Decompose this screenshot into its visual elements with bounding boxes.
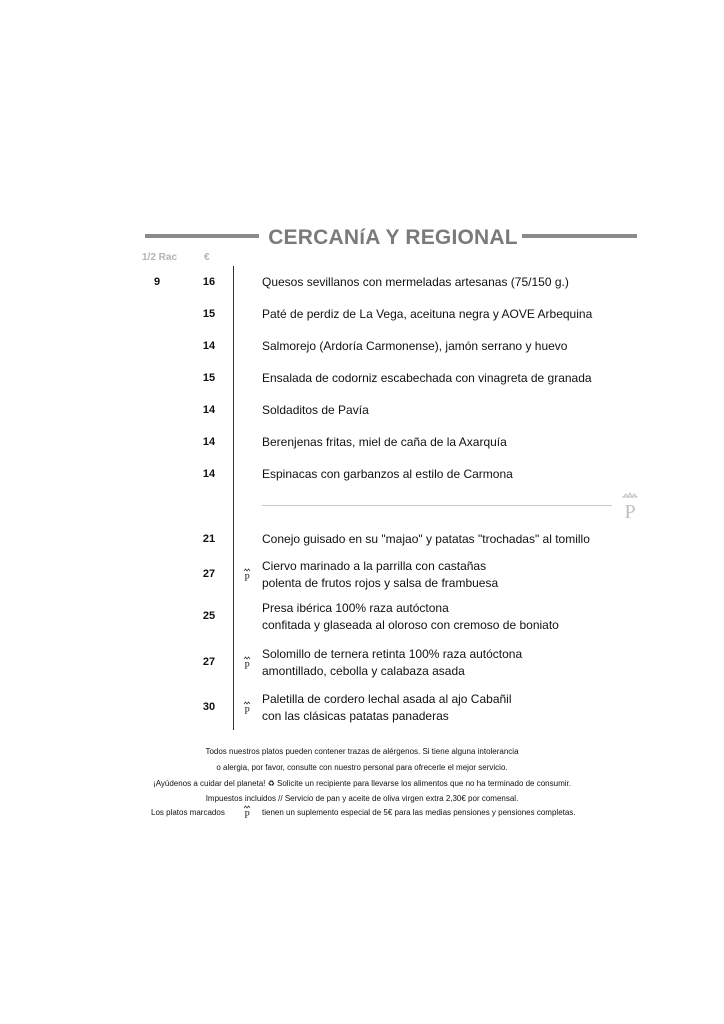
dish-description: Paletilla de cordero lechal asada al ajo Cabañil: [262, 692, 512, 706]
dish-price: 14: [202, 436, 216, 448]
dish-description: polenta de frutos rojos y salsa de frambuesa: [262, 576, 499, 590]
dish-price: 14: [202, 340, 216, 352]
dish-row: [0, 370, 724, 390]
dish-row: [0, 274, 724, 294]
svg-text:P: P: [244, 810, 250, 820]
dish-price: 25: [202, 610, 216, 622]
column-header-price: €: [204, 252, 210, 263]
column-header-half-ration: 1/2 Rac: [142, 252, 178, 263]
dish-description: confitada y glaseada al oloroso con cremoso de boniato: [262, 618, 559, 632]
dish-row: [0, 531, 724, 551]
dish-price: 21: [202, 533, 216, 545]
dish-row: [0, 600, 724, 632]
dish-row: [0, 434, 724, 454]
dish-row: [0, 691, 724, 723]
svg-text:P: P: [244, 573, 250, 583]
dish-row: [0, 646, 724, 678]
parador-mark-icon: [241, 655, 253, 671]
dish-description: con las clásicas patatas panaderas: [262, 709, 449, 723]
dish-description: Soldaditos de Pavía: [262, 403, 369, 417]
dish-description: Espinacas con garbanzos al estilo de Carmona: [262, 467, 513, 481]
header-rule-right: [522, 234, 637, 238]
allergen-notice: Todos nuestros platos pueden contener trazas de alérgenos. Si tiene alguna intolerancia: [205, 747, 519, 756]
dish-price: 15: [202, 372, 216, 384]
parador-mark-icon: [241, 567, 253, 583]
supplement-notice-start: Los platos marcados: [151, 808, 225, 817]
dish-description: Solomillo de ternera retinta 100% raza autóctona: [262, 647, 523, 661]
dish-description: Paté de perdiz de La Vega, aceituna negra y AOVE Arbequina: [262, 307, 593, 321]
dish-row: [0, 466, 724, 486]
dish-price: 30: [202, 701, 216, 713]
dish-description: Quesos sevillanos con mermeladas artesanas (75/150 g.): [262, 275, 569, 289]
section-title: CERCANíA Y REGIONAL: [268, 226, 518, 249]
allergen-notice-2: o alergia, por favor, consulte con nuestro personal para ofrecerle el mejor servicio.: [216, 763, 508, 772]
dish-price: 14: [202, 404, 216, 416]
dish-price: 15: [202, 308, 216, 320]
svg-text:P: P: [244, 661, 250, 671]
parador-logo-icon: [620, 491, 640, 521]
dish-price: 27: [202, 656, 216, 668]
dish-description: Conejo guisado en su "majao" y patatas "trochadas" al tomillo: [262, 532, 590, 546]
dish-description: Ensalada de codorniz escabechada con vinagreta de granada: [262, 371, 592, 385]
dish-description: Berenjenas fritas, miel de caña de la Axarquía: [262, 435, 507, 449]
dish-description: Presa ibérica 100% raza autóctona: [262, 601, 449, 615]
planet-notice: ¡Ayúdenos a cuidar del planeta! ♻ Solicite un recipiente para llevarse los alimentos que no ha terminado de consumir.: [153, 779, 571, 788]
dish-row: [0, 558, 724, 590]
dish-row: [0, 402, 724, 422]
dish-price: 27: [202, 568, 216, 580]
parador-mark-icon: [241, 700, 253, 716]
dish-half-price: 9: [153, 276, 161, 288]
svg-text:P: P: [624, 501, 636, 521]
dish-description: Ciervo marinado a la parrilla con castañas: [262, 559, 487, 573]
supplement-notice-end: tienen un suplemento especial de 5€ para las medias pensiones y pensiones completas.: [262, 808, 576, 817]
dish-row: [0, 338, 724, 358]
dish-price: 14: [202, 468, 216, 480]
svg-text:P: P: [244, 706, 250, 716]
dish-price: 16: [202, 276, 216, 288]
header-rule-left: [145, 234, 259, 238]
dish-description: amontillado, cebolla y calabaza asada: [262, 664, 465, 678]
taxes-notice: Impuestos incluidos // Servicio de pan y aceite de oliva virgen extra 2,30€ por comensal.: [205, 794, 519, 803]
section-separator: [262, 505, 612, 506]
dish-row: [0, 306, 724, 326]
parador-mark-icon: [241, 804, 253, 820]
dish-description: Salmorejo (Ardoría Carmonense), jamón serrano y huevo: [262, 339, 568, 353]
